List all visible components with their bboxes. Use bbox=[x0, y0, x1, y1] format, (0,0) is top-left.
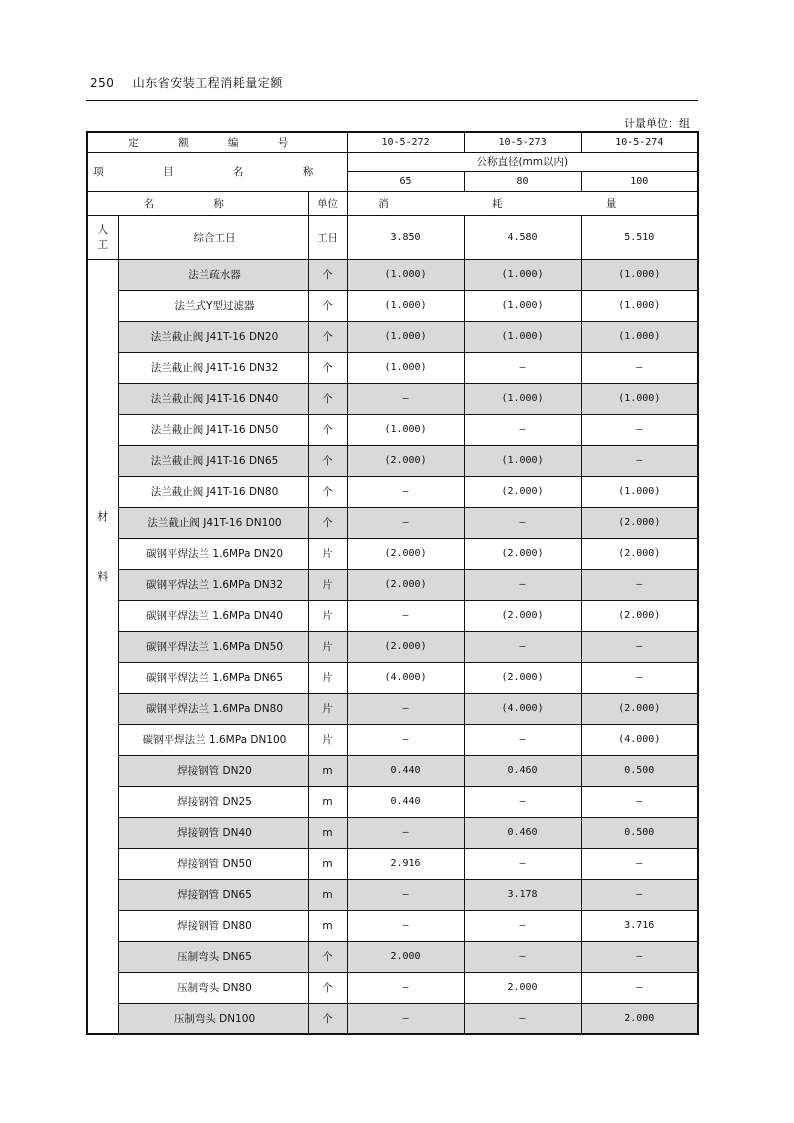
material-unit: 个 bbox=[308, 259, 347, 290]
material-value: (2.000) bbox=[581, 693, 698, 724]
material-value: (1.000) bbox=[464, 290, 581, 321]
material-value: — bbox=[464, 1003, 581, 1034]
material-unit: m bbox=[308, 755, 347, 786]
material-row bbox=[87, 259, 698, 290]
quota-number-label: 定 额 编 号 bbox=[87, 132, 347, 152]
diameter-value: 80 bbox=[464, 171, 581, 191]
material-value: — bbox=[464, 631, 581, 662]
material-value: — bbox=[464, 414, 581, 445]
material-value: (1.000) bbox=[581, 321, 698, 352]
material-row bbox=[87, 848, 698, 879]
material-value: — bbox=[464, 569, 581, 600]
running-header bbox=[90, 74, 283, 91]
material-name: 压制弯头 DN100 bbox=[118, 1003, 308, 1034]
material-value: — bbox=[581, 352, 698, 383]
material-name: 碳钢平焊法兰 1.6MPa DN100 bbox=[118, 724, 308, 755]
material-value: (1.000) bbox=[347, 290, 464, 321]
material-value: 0.500 bbox=[581, 817, 698, 848]
material-value: (2.000) bbox=[464, 476, 581, 507]
material-name: 法兰截止阀 J41T-16 DN80 bbox=[118, 476, 308, 507]
material-row bbox=[87, 724, 698, 755]
labor-category bbox=[87, 215, 118, 259]
material-unit: 个 bbox=[308, 321, 347, 352]
material-name: 焊接钢管 DN20 bbox=[118, 755, 308, 786]
material-name: 焊接钢管 DN80 bbox=[118, 910, 308, 941]
labor-value: 3.850 bbox=[347, 215, 464, 259]
material-value: — bbox=[347, 600, 464, 631]
material-value: (1.000) bbox=[347, 352, 464, 383]
material-value: — bbox=[464, 724, 581, 755]
material-name: 碳钢平焊法兰 1.6MPa DN32 bbox=[118, 569, 308, 600]
material-value: (2.000) bbox=[464, 538, 581, 569]
material-name: 碳钢平焊法兰 1.6MPa DN65 bbox=[118, 662, 308, 693]
material-value: — bbox=[464, 507, 581, 538]
material-value: 2.000 bbox=[581, 1003, 698, 1034]
material-value: 3.716 bbox=[581, 910, 698, 941]
header-rule bbox=[86, 100, 698, 101]
material-value: — bbox=[347, 910, 464, 941]
material-value: — bbox=[581, 569, 698, 600]
material-value: (2.000) bbox=[347, 631, 464, 662]
diameter-value: 100 bbox=[581, 171, 698, 191]
material-value: — bbox=[347, 1003, 464, 1034]
quota-table bbox=[86, 131, 699, 1035]
measurement-unit-note: 计量单位：组 bbox=[624, 117, 690, 130]
name-column-header: 名 称 bbox=[87, 191, 308, 215]
material-unit: m bbox=[308, 879, 347, 910]
material-value: (2.000) bbox=[464, 662, 581, 693]
material-value: (1.000) bbox=[347, 259, 464, 290]
page-number: 250 bbox=[90, 76, 115, 90]
labor-value: 4.580 bbox=[464, 215, 581, 259]
material-name: 法兰疏水器 bbox=[118, 259, 308, 290]
material-name: 碳钢平焊法兰 1.6MPa DN20 bbox=[118, 538, 308, 569]
material-value: (4.000) bbox=[581, 724, 698, 755]
labor-row bbox=[87, 215, 698, 259]
material-unit: 个 bbox=[308, 476, 347, 507]
material-row bbox=[87, 879, 698, 910]
material-value: — bbox=[581, 972, 698, 1003]
material-name: 法兰截止阀 J41T-16 DN50 bbox=[118, 414, 308, 445]
material-value: — bbox=[347, 817, 464, 848]
material-unit: m bbox=[308, 848, 347, 879]
material-value: — bbox=[581, 662, 698, 693]
material-value: (2.000) bbox=[581, 600, 698, 631]
material-name: 法兰截止阀 J41T-16 DN65 bbox=[118, 445, 308, 476]
material-name: 压制弯头 DN80 bbox=[118, 972, 308, 1003]
diameter-value: 65 bbox=[347, 171, 464, 191]
material-value: — bbox=[464, 352, 581, 383]
material-value: (1.000) bbox=[581, 476, 698, 507]
material-name: 焊接钢管 DN65 bbox=[118, 879, 308, 910]
material-value: (1.000) bbox=[581, 383, 698, 414]
material-unit: m bbox=[308, 910, 347, 941]
material-value: (1.000) bbox=[581, 290, 698, 321]
material-row bbox=[87, 414, 698, 445]
column-header-row bbox=[87, 191, 698, 215]
material-row bbox=[87, 507, 698, 538]
material-name: 法兰截止阀 J41T-16 DN100 bbox=[118, 507, 308, 538]
material-name: 焊接钢管 DN40 bbox=[118, 817, 308, 848]
material-row bbox=[87, 321, 698, 352]
material-value: 0.460 bbox=[464, 817, 581, 848]
labor-value: 5.510 bbox=[581, 215, 698, 259]
diameter-label: 公称直径(mm以内) bbox=[347, 152, 698, 171]
labor-category-char: 人 bbox=[97, 223, 109, 236]
item-name-row bbox=[87, 152, 698, 171]
material-value: — bbox=[347, 507, 464, 538]
material-unit: 个 bbox=[308, 507, 347, 538]
material-row bbox=[87, 972, 698, 1003]
material-value: 2.916 bbox=[347, 848, 464, 879]
material-unit: 个 bbox=[308, 445, 347, 476]
material-unit: 个 bbox=[308, 352, 347, 383]
material-unit: 个 bbox=[308, 1003, 347, 1034]
material-value: (1.000) bbox=[581, 259, 698, 290]
book-title: 山东省安装工程消耗量定额 bbox=[132, 76, 283, 90]
material-unit: 片 bbox=[308, 662, 347, 693]
material-row bbox=[87, 693, 698, 724]
material-name: 碳钢平焊法兰 1.6MPa DN50 bbox=[118, 631, 308, 662]
material-unit: 片 bbox=[308, 724, 347, 755]
material-value: (1.000) bbox=[464, 383, 581, 414]
material-name: 压制弯头 DN65 bbox=[118, 941, 308, 972]
material-name: 法兰截止阀 J41T-16 DN20 bbox=[118, 321, 308, 352]
material-value: (2.000) bbox=[347, 569, 464, 600]
material-name: 焊接钢管 DN50 bbox=[118, 848, 308, 879]
material-row bbox=[87, 538, 698, 569]
material-unit: 片 bbox=[308, 538, 347, 569]
material-value: — bbox=[347, 476, 464, 507]
material-value: — bbox=[464, 941, 581, 972]
unit-column-header: 单位 bbox=[308, 191, 347, 215]
material-value: — bbox=[581, 848, 698, 879]
material-row bbox=[87, 755, 698, 786]
material-unit: 个 bbox=[308, 414, 347, 445]
labor-unit: 工日 bbox=[308, 215, 347, 259]
material-name: 碳钢平焊法兰 1.6MPa DN80 bbox=[118, 693, 308, 724]
material-row bbox=[87, 1003, 698, 1034]
material-name: 法兰式Y型过滤器 bbox=[118, 290, 308, 321]
material-unit: 个 bbox=[308, 941, 347, 972]
material-row bbox=[87, 383, 698, 414]
quota-number-row bbox=[87, 132, 698, 152]
material-value: 0.500 bbox=[581, 755, 698, 786]
material-value: (1.000) bbox=[464, 321, 581, 352]
material-value: (1.000) bbox=[347, 414, 464, 445]
material-value: (2.000) bbox=[464, 600, 581, 631]
material-value: — bbox=[347, 724, 464, 755]
material-row bbox=[87, 631, 698, 662]
material-value: (4.000) bbox=[464, 693, 581, 724]
material-value: (1.000) bbox=[464, 259, 581, 290]
material-value: — bbox=[581, 879, 698, 910]
material-value: 2.000 bbox=[347, 941, 464, 972]
material-value: 0.460 bbox=[464, 755, 581, 786]
material-value: — bbox=[581, 445, 698, 476]
material-unit: m bbox=[308, 817, 347, 848]
quota-code: 10-5-274 bbox=[581, 132, 698, 152]
material-row bbox=[87, 352, 698, 383]
material-row bbox=[87, 445, 698, 476]
material-value: (2.000) bbox=[347, 538, 464, 569]
material-value: 2.000 bbox=[464, 972, 581, 1003]
material-unit: 个 bbox=[308, 972, 347, 1003]
material-name: 法兰截止阀 J41T-16 DN40 bbox=[118, 383, 308, 414]
consumption-column-header: 消 耗 量 bbox=[347, 191, 698, 215]
material-unit: 片 bbox=[308, 600, 347, 631]
material-row bbox=[87, 817, 698, 848]
material-unit: 片 bbox=[308, 693, 347, 724]
material-value: — bbox=[347, 972, 464, 1003]
material-value: 0.440 bbox=[347, 755, 464, 786]
material-row bbox=[87, 569, 698, 600]
labor-name: 综合工日 bbox=[118, 215, 308, 259]
material-value: — bbox=[347, 879, 464, 910]
material-name: 法兰截止阀 J41T-16 DN32 bbox=[118, 352, 308, 383]
material-unit: 片 bbox=[308, 631, 347, 662]
material-row bbox=[87, 600, 698, 631]
material-value: — bbox=[464, 848, 581, 879]
material-category: 料 bbox=[87, 538, 118, 1034]
quota-code: 10-5-273 bbox=[464, 132, 581, 152]
material-value: (1.000) bbox=[347, 321, 464, 352]
material-value: — bbox=[464, 786, 581, 817]
material-row bbox=[87, 476, 698, 507]
material-value: — bbox=[581, 414, 698, 445]
material-name: 碳钢平焊法兰 1.6MPa DN40 bbox=[118, 600, 308, 631]
material-value: (2.000) bbox=[347, 445, 464, 476]
material-row bbox=[87, 662, 698, 693]
material-value: (2.000) bbox=[581, 507, 698, 538]
material-value: 3.178 bbox=[464, 879, 581, 910]
material-value: — bbox=[581, 631, 698, 662]
material-row bbox=[87, 290, 698, 321]
material-unit: 个 bbox=[308, 383, 347, 414]
material-unit: 个 bbox=[308, 290, 347, 321]
material-row bbox=[87, 910, 698, 941]
material-value: (1.000) bbox=[464, 445, 581, 476]
item-name-label: 项 目 名 称 bbox=[87, 152, 347, 191]
material-value: (4.000) bbox=[347, 662, 464, 693]
quota-code: 10-5-272 bbox=[347, 132, 464, 152]
material-value: 0.440 bbox=[347, 786, 464, 817]
material-value: (2.000) bbox=[581, 538, 698, 569]
material-row bbox=[87, 786, 698, 817]
material-category: 材 bbox=[87, 259, 118, 538]
material-unit: 片 bbox=[308, 569, 347, 600]
material-value: — bbox=[464, 910, 581, 941]
material-unit: m bbox=[308, 786, 347, 817]
labor-category-char: 工 bbox=[97, 238, 109, 251]
material-row bbox=[87, 941, 698, 972]
material-value: — bbox=[347, 383, 464, 414]
material-value: — bbox=[347, 693, 464, 724]
material-value: — bbox=[581, 786, 698, 817]
material-value: — bbox=[581, 941, 698, 972]
material-name: 焊接钢管 DN25 bbox=[118, 786, 308, 817]
